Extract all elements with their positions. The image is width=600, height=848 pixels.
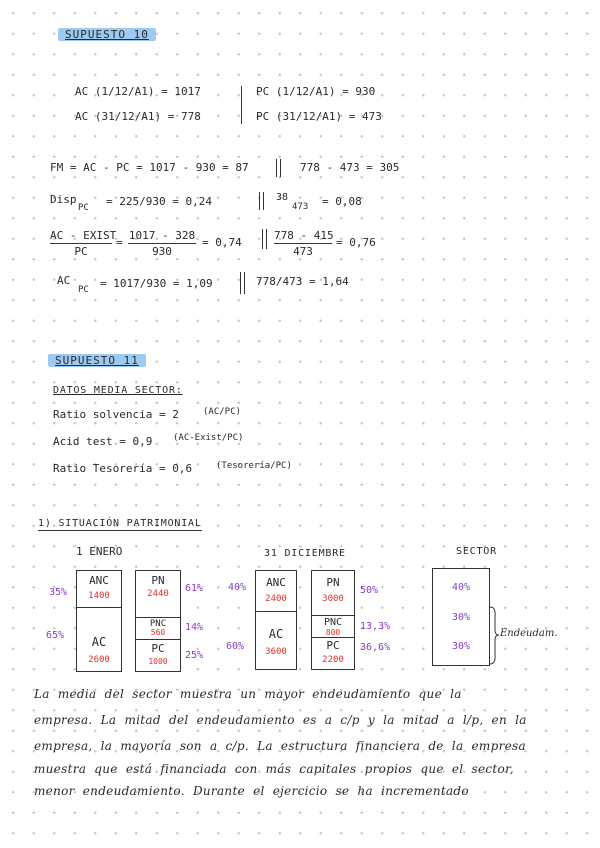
s10-acpc-eq: = 1017/930 = 1,09: [100, 277, 213, 290]
pnc-value: 560: [150, 628, 166, 637]
pc-label: PC: [326, 639, 340, 652]
pnc-pct: 13,3%: [360, 621, 391, 632]
s11-datos-title: DATOS MEDIA SECTOR:: [53, 385, 183, 396]
equals: =: [116, 236, 123, 249]
paragraph-line: muestra que está financiada con más capitales propios que el sector,: [34, 762, 514, 776]
pnc-label: PNC: [323, 617, 343, 628]
paragraph-line: empresa. La mitad del endeudamiento es a c/p y la mitad a l/p, en la: [34, 713, 527, 727]
separator: [77, 607, 121, 608]
s10-pc-31: PC (31/12/A1) = 473: [256, 110, 382, 123]
divider: [263, 192, 264, 210]
ac-pct: 65%: [46, 630, 65, 641]
pn-label: PN: [326, 576, 340, 589]
s10-title: SUPUESTO 10: [58, 28, 156, 41]
divider: [280, 159, 281, 177]
fraction-denominator: 930: [152, 245, 172, 258]
anc-label: ANC: [266, 576, 286, 589]
s10-disp-right-res: = 0,08: [322, 195, 362, 208]
s11-ratio-tesoreria-formula: (Tesorería/PC): [216, 461, 292, 471]
balance-diciembre-label: 31 DICIEMBRE: [264, 548, 346, 559]
pn-label: PN: [151, 574, 165, 587]
anc-pct: 35%: [49, 587, 68, 598]
pn-pct: 50%: [360, 585, 379, 596]
s11-acid-test-formula: (AC-Exist/PC): [173, 433, 244, 443]
s10-acexist-right-res: = 0,76: [336, 236, 376, 249]
s10-disp-right-num: 38: [276, 192, 289, 203]
fraction-numerator: 1017 - 328: [128, 229, 196, 242]
fraction-line: [50, 243, 112, 244]
divider: [241, 86, 242, 124]
s10-disp-right-den: 473: [292, 202, 309, 212]
pnc-pct: 14%: [185, 622, 204, 633]
pc-value: 1000: [148, 657, 168, 666]
s10-fm-left: FM = AC - PC = 1017 - 930 = 87: [50, 161, 249, 174]
pc-label: PC: [151, 642, 165, 655]
s11-acid-test: Acid test = 0,9: [53, 435, 153, 448]
fraction-denominator: PC: [74, 245, 88, 258]
anc-value: 1400: [88, 591, 110, 601]
s10-acexist-fraction: [50, 229, 117, 258]
balance-diciembre-activo: [255, 570, 297, 670]
anc-label: ANC: [89, 574, 109, 587]
s10-acexist-res: = 0,74: [202, 236, 242, 249]
sector-endeud: Endeudam.: [500, 628, 558, 639]
s11-section1-title: 1) SITUACIÓN PATRIMONIAL: [38, 518, 202, 529]
divider: [240, 272, 241, 294]
s10-pc-1: PC (1/12/A1) = 930: [256, 85, 376, 98]
s10-acexist-calc-fraction: [128, 229, 196, 258]
divider: [266, 229, 267, 249]
s10-acpc-right: 778/473 = 1,64: [256, 275, 349, 288]
ac-pct: 60%: [226, 641, 245, 652]
pn-value: 3000: [322, 594, 344, 604]
ac-label: AC: [91, 635, 107, 649]
pc-pct: 36,6%: [360, 642, 391, 653]
pn-value: 2440: [147, 589, 169, 599]
divider: [259, 192, 260, 210]
sector-pct-1: 40%: [451, 582, 471, 593]
paragraph-line: menor endeudamiento. Durante el ejercicio se ha incrementado: [34, 784, 469, 798]
divider: [262, 229, 263, 249]
s10-acpc-num: AC: [57, 274, 71, 287]
s10-fm-right: 778 - 473 = 305: [300, 161, 400, 174]
s10-ac-1: AC (1/12/A1) = 1017: [75, 85, 201, 98]
separator: [256, 611, 296, 612]
fraction-line: [128, 243, 196, 244]
ac-value: 3600: [265, 647, 287, 657]
fraction-line: [274, 243, 332, 244]
pnc-value: 800: [325, 628, 341, 637]
pnc-label: PNC: [149, 619, 167, 629]
anc-pct: 40%: [228, 582, 247, 593]
sector-box: [432, 568, 490, 666]
divider: [276, 159, 277, 177]
s11-ratio-tesoreria: Ratio Tesorería = 0,6: [53, 462, 193, 475]
s10-ac-31: AC (31/12/A1) = 778: [75, 110, 201, 123]
ac-value: 2600: [88, 655, 110, 665]
s11-title: SUPUESTO 11: [48, 354, 146, 367]
sector-pct-3: 30%: [451, 641, 471, 652]
s10-disp-den: PC: [78, 203, 89, 213]
s10-acpc-den: PC: [78, 285, 89, 295]
balance-enero-label: 1 ENERO: [76, 545, 123, 558]
brace-icon: [488, 606, 500, 666]
balance-enero-activo: [76, 570, 122, 672]
balance-diciembre-pasivo: [311, 570, 355, 670]
paragraph-line: empresa, la mayoría son a c/p. La estructura financiera de la empresa: [34, 739, 526, 753]
pc-pct: 25%: [185, 650, 204, 661]
s10-acexist-right-fraction: [274, 229, 332, 258]
s10-disp-num: Disp: [50, 193, 77, 206]
pc-value: 2200: [322, 655, 344, 665]
separator: [136, 617, 180, 618]
fraction-numerator: 778 - 415: [274, 229, 334, 242]
separator: [312, 615, 354, 616]
ac-label: AC: [268, 627, 284, 641]
s11-ratio-solvencia: Ratio solvencia = 2: [53, 408, 179, 421]
anc-value: 2400: [265, 594, 287, 604]
separator: [136, 639, 180, 640]
fraction-numerator: AC - EXIST: [50, 229, 117, 242]
balance-enero-pasivo: [135, 570, 181, 672]
s11-ratio-solvencia-formula: (AC/PC): [203, 407, 241, 417]
separator: [312, 637, 354, 638]
fraction-denominator: 473: [293, 245, 313, 258]
paragraph-line: La media del sector muestra un mayor endeudamiento que la: [34, 687, 462, 701]
pn-pct: 61%: [185, 583, 204, 594]
s10-disp-eq: = 225/930 = 0,24: [106, 195, 212, 208]
divider: [244, 272, 245, 294]
sector-pct-2: 30%: [451, 612, 471, 623]
sector-label: SECTOR: [456, 546, 497, 557]
